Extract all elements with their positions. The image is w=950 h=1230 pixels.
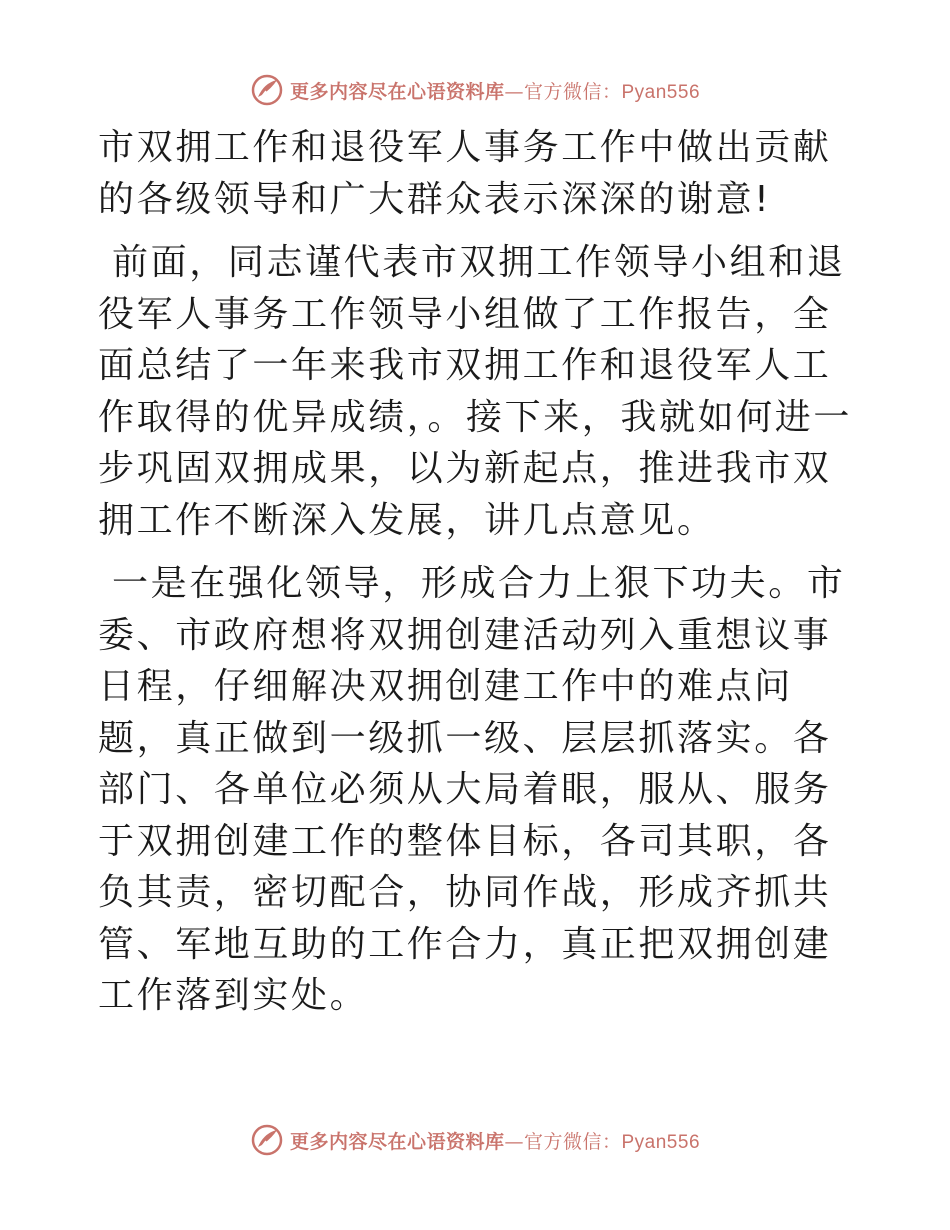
footer-banner-content xyxy=(250,1123,700,1157)
footer-site-name: 更多内容尽在心语资料库 xyxy=(289,1130,505,1153)
quill-pen-logo-icon xyxy=(250,73,284,107)
paragraph-1: 市双拥工作和退役军人事务工作中做出贡献的各级领导和广大群众表示深深的谢意! xyxy=(98,127,832,220)
header-wechat-label: 官方微信： xyxy=(523,80,622,103)
footer-wechat-label: 官方微信： xyxy=(523,1130,622,1153)
header-separator: — xyxy=(504,80,524,103)
paragraph-3: 一是在强化领导，形成合力上狠下功夫。市委、市政府想将双拥创建活动列入重想议事日程，仔细解决双拥创建工作中的难点问题，真正做到一级抓一级、层层抓落实。各部门、各单位必须从大局着眼，服从、服务于双拥创建工作的整体目标，各司其职，各负其责，密切配合，协同作战，形成齐抓共管、军地互助的工作合力，真正把双拥创建工作落到实处。 xyxy=(98,563,846,1016)
footer-wechat-id: Pyan556 xyxy=(621,1131,701,1153)
footer-separator: — xyxy=(504,1130,524,1153)
footer-banner xyxy=(0,1120,950,1160)
footer-banner-text xyxy=(290,1127,700,1154)
header-banner xyxy=(0,70,950,110)
header-site-name: 更多内容尽在心语资料库 xyxy=(289,80,505,103)
header-banner-content xyxy=(250,73,700,107)
paragraph-2: 前面，同志谨代表市双拥工作领导小组和退役军人事务工作领导小组做了工作报告，全面总结了一年来我市双拥工作和退役军人工作取得的优异成绩，。接下来，我就如何进一步巩固双拥成果，以为新起点，推进我市双拥工作不断深入发展，讲几点意见。 xyxy=(98,242,853,541)
header-banner-text xyxy=(290,77,700,104)
quill-pen-logo-icon xyxy=(250,1123,284,1157)
document-body xyxy=(98,122,858,1034)
header-wechat-id: Pyan556 xyxy=(621,81,701,103)
